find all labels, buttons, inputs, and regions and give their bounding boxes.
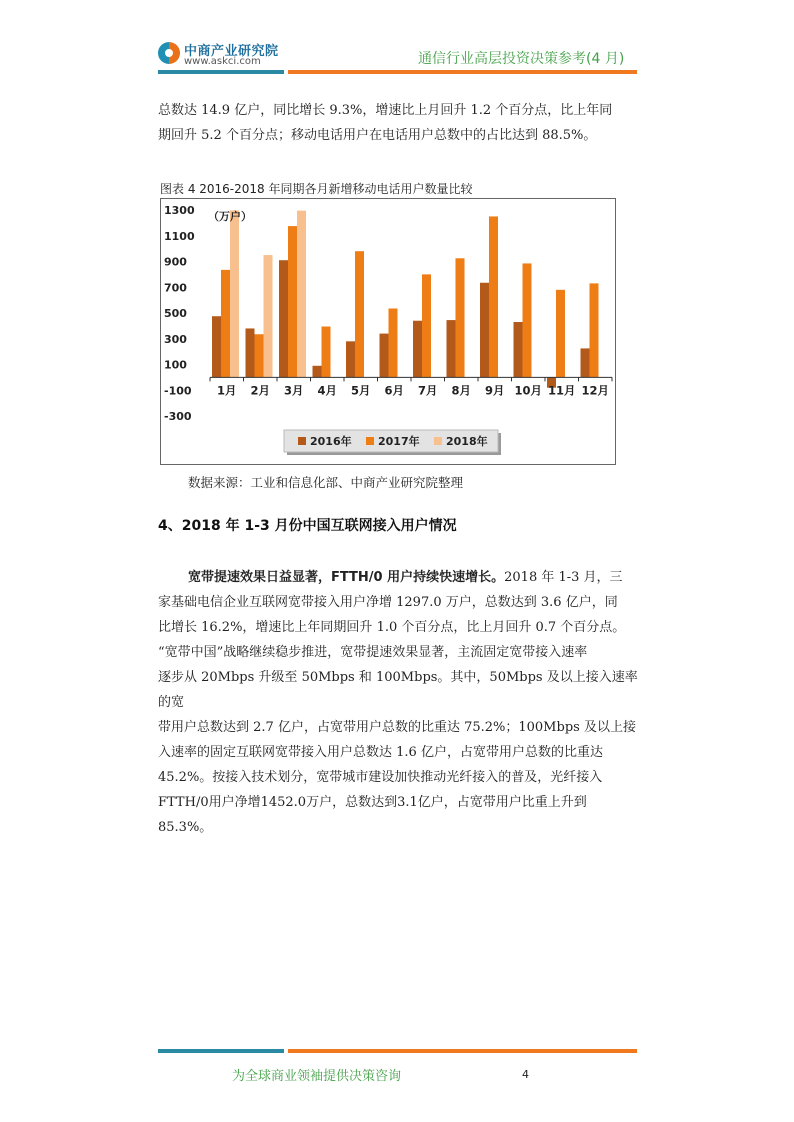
bar-2016年-9月 [480,283,489,378]
x-tick-label: 12月 [581,383,610,398]
figure-source: 数据来源：工业和信息化部、中商产业研究院整理 [188,475,464,490]
logo-name: 中商产业研究院 [184,44,279,59]
y-tick-label: 700 [164,281,187,295]
intro-paragraph [158,98,638,148]
y-tick-label: 300 [164,332,187,346]
x-tick-label: 10月 [514,383,543,398]
paragraph-text: 2018 年 1-3 月，三 [504,570,623,585]
paragraph-line: 逐步从 20Mbps 升级至 50Mbps 和 100Mbps。其中，50Mbps 及以上接入速率的宽 [158,670,638,710]
bar-2017年-8月 [456,258,465,377]
paragraph-line: 家基础电信企业互联网宽带接入用户净增 1297.0 万户，总数达到 3.6 亿户，同 [158,595,618,610]
y-tick-label: 100 [164,358,187,372]
bar-2017年-7月 [422,274,431,377]
legend-swatch [298,437,306,445]
logo-url: www.askci.com [184,56,261,67]
paragraph-line: 带用户总数达到 2.7 亿户，占宽带用户总数的比重达 75.2%；100Mbps 及以上接 [158,720,636,735]
y-tick-label: 900 [164,255,187,269]
y-tick-label: 1100 [164,229,195,243]
bar-2016年-8月 [447,320,456,377]
bar-2018年-3月 [297,211,306,378]
bar-2016年-5月 [346,341,355,377]
footer-rule-orange [288,1049,637,1053]
header-rule-blue [158,70,284,74]
y-tick-label: 1300 [164,204,195,217]
bar-2017年-10月 [523,263,532,377]
page-number: 4 [522,1068,529,1081]
paragraph-line: 45.2%。按接入技术划分，宽带城市建设加快推动光纤接入的普及，光纤接入 [158,770,603,785]
x-tick-label: 6月 [384,383,405,398]
bar-2018年-2月 [264,255,273,377]
paragraph-line: 比增长 16.2%，增速比上年同期回升 1.0 个百分点，比上月回升 0.7 个百分点。 [158,620,626,635]
x-tick-label: 3月 [283,383,304,398]
bar-chart [160,198,616,465]
company-logo-icon [158,42,180,64]
legend-label: 2016年 [310,435,352,448]
bar-2016年-6月 [380,334,389,378]
intro-line: 期回升 5.2 个百分点；移动电话用户在电话用户总数中的占比达到 88.5%。 [158,128,597,143]
footer-rule-blue [158,1049,284,1053]
bar-2017年-9月 [489,216,498,377]
y-tick-label: 500 [164,307,187,320]
bar-2017年-4月 [322,327,331,378]
legend-label: 2017年 [378,435,420,448]
x-tick-label: 11月 [547,383,576,398]
x-tick-label: 7月 [417,383,438,398]
bar-2017年-6月 [389,308,398,377]
bar-2016年-3月 [279,260,288,377]
bar-2016年-12月 [581,348,590,377]
legend-swatch [434,437,442,445]
bar-2017年-1月 [221,270,230,378]
legend-label: 2018年 [446,435,488,448]
y-tick-label: -100 [164,384,192,398]
paragraph-line [158,565,638,590]
header-title: 通信行业高层投资决策参考(4 月) [418,51,625,67]
paragraph-line: 入速率的固定互联网宽带接入用户总数达 1.6 亿户，占宽带用户总数的比重达 [158,745,603,760]
bar-2016年-4月 [313,366,322,378]
bar-2016年-10月 [514,322,523,377]
bar-2016年-1月 [212,316,221,377]
paragraph-lead: 宽带提速效果日益显著，FTTH/0 用户持续快速增长。 [188,570,505,585]
section-heading: 4、2018 年 1-3 月份中国互联网接入用户情况 [158,518,457,534]
bar-2016年-7月 [413,321,422,378]
paragraph-line: FTTH/0用户净增1452.0万户，总数达到3.1亿户，占宽带用户比重上升到85.3%。 [158,795,587,835]
x-tick-label: 2月 [250,383,271,398]
x-tick-label: 8月 [451,383,472,398]
bar-2017年-12月 [590,283,599,377]
section-paragraph [158,565,638,840]
paragraph-line: “宽带中国”战略继续稳步推进，宽带提速效果显著，主流固定宽带接入速率 [158,645,588,660]
intro-line: 总数达 14.9 亿户，同比增长 9.3%，增速比上月回升 1.2 个百分点，比上年同 [158,103,613,118]
bar-2017年-5月 [355,251,364,377]
x-tick-label: 9月 [484,383,505,398]
y-tick-label: -300 [164,410,192,423]
bar-2017年-11月 [556,290,565,378]
bar-2016年-2月 [246,328,255,377]
unit-label: （万户） [208,210,252,223]
bar-2017年-2月 [255,334,264,377]
bar-2018年-1月 [230,210,239,377]
x-tick-label: 1月 [216,383,237,398]
bar-2017年-3月 [288,226,297,377]
legend-swatch [366,437,374,445]
figure-caption: 图表 4 2016-2018 年同期各月新增移动电话用户数量比较 [160,182,473,196]
x-tick-label: 5月 [350,383,371,398]
header-rule-orange [288,70,637,74]
footer-slogan: 为全球商业领袖提供决策咨询 [232,1069,402,1084]
x-tick-label: 4月 [317,383,338,398]
